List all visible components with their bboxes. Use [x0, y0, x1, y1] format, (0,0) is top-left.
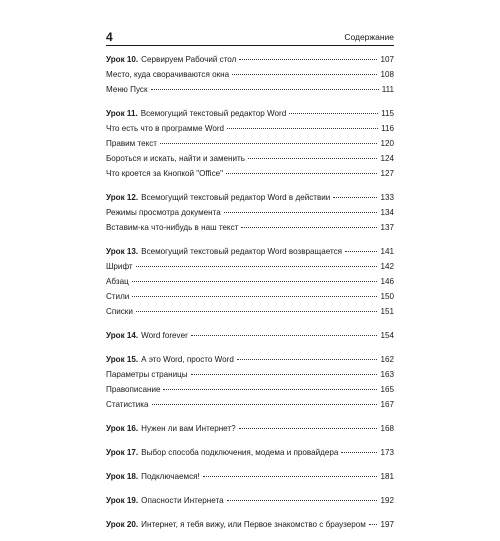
toc-lesson-entry[interactable]: [106, 352, 394, 367]
entry-title: Параметры страницы: [106, 370, 188, 379]
entry-title: Статистика: [106, 400, 149, 409]
dot-leader: [239, 428, 378, 429]
lesson-number: Урок 19.: [106, 496, 139, 505]
entry-page-number: 168: [380, 424, 394, 433]
entry-page-number: 192: [380, 496, 394, 505]
toc-subentry[interactable]: [106, 367, 394, 382]
toc-lesson-entry[interactable]: [106, 244, 394, 259]
entry-title: Всемогущий текстовый редактор Word в действии: [141, 193, 331, 202]
entry-page-number: 108: [380, 70, 394, 79]
entry-title: Стили: [106, 292, 130, 301]
dot-leader: [163, 389, 377, 390]
lesson-number: Урок 13.: [106, 247, 139, 256]
toc-lesson-entry[interactable]: [106, 328, 394, 343]
lesson-number: Урок 20.: [106, 520, 139, 529]
entry-page-number: 120: [380, 139, 394, 148]
toc-group: [106, 493, 394, 508]
dot-leader: [224, 212, 378, 213]
toc-lesson-entry[interactable]: [106, 469, 394, 484]
entry-title: Режимы просмотра документа: [106, 208, 221, 217]
table-of-contents: [106, 52, 394, 541]
toc-subentry[interactable]: [106, 274, 394, 289]
entry-title: Всемогущий текстовый редактор Word возвращается: [141, 247, 342, 256]
dot-leader: [160, 143, 378, 144]
dot-leader: [151, 89, 379, 90]
entry-page-number: 173: [380, 448, 394, 457]
dot-leader: [241, 227, 377, 228]
dot-leader: [152, 404, 378, 405]
dot-leader: [227, 128, 378, 129]
entry-title: Что кроется за Кнопкой "Office": [106, 169, 224, 178]
toc-group: [106, 421, 394, 436]
entry-page-number: 134: [380, 208, 394, 217]
entry-page-number: 181: [380, 472, 394, 481]
dot-leader: [191, 374, 378, 375]
entry-title: Сервируем Рабочий стол: [141, 55, 237, 64]
entry-page-number: 142: [380, 262, 394, 271]
lesson-number: Урок 15.: [106, 355, 139, 364]
toc-subentry[interactable]: [106, 136, 394, 151]
toc-subentry[interactable]: [106, 289, 394, 304]
toc-subentry[interactable]: [106, 67, 394, 82]
toc-subentry[interactable]: [106, 304, 394, 319]
toc-lesson-entry[interactable]: [106, 493, 394, 508]
entry-title: Выбор способа подключения, модема и провайдера: [141, 448, 339, 457]
toc-group: [106, 190, 394, 235]
entry-title: Правописание: [106, 385, 161, 394]
dot-leader: [132, 281, 378, 282]
entry-page-number: 127: [380, 169, 394, 178]
toc-group: [106, 445, 394, 460]
entry-title: Подключаемся!: [141, 472, 200, 481]
entry-title: Списки: [106, 307, 133, 316]
toc-subentry[interactable]: [106, 151, 394, 166]
dot-leader: [226, 173, 377, 174]
entry-page-number: 115: [381, 109, 394, 118]
entry-title: А это Word, просто Word: [141, 355, 234, 364]
dot-leader: [232, 74, 377, 75]
lesson-number: Урок 18.: [106, 472, 139, 481]
dot-leader: [237, 359, 378, 360]
entry-title: Меню Пуск: [106, 85, 148, 94]
dot-leader: [191, 335, 378, 336]
toc-subentry[interactable]: [106, 166, 394, 181]
toc-group: [106, 352, 394, 412]
dot-leader: [333, 197, 377, 198]
lesson-number: Урок 17.: [106, 448, 139, 457]
dot-leader: [136, 311, 378, 312]
entry-page-number: 151: [380, 307, 394, 316]
lesson-number: Урок 12.: [106, 193, 139, 202]
toc-subentry[interactable]: [106, 220, 394, 235]
entry-page-number: 146: [380, 277, 394, 286]
toc-subentry[interactable]: [106, 382, 394, 397]
entry-title: Интернет, я тебя вижу, или Первое знакомство с браузером: [141, 520, 366, 529]
entry-title: Что есть что в программе Word: [106, 124, 225, 133]
entry-page-number: 162: [380, 355, 394, 364]
toc-group: [106, 244, 394, 319]
entry-page-number: 141: [380, 247, 394, 256]
toc-subentry[interactable]: [106, 259, 394, 274]
entry-page-number: 116: [381, 124, 394, 133]
lesson-number: Урок 14.: [106, 331, 139, 340]
toc-lesson-entry[interactable]: [106, 517, 394, 532]
entry-page-number: 150: [380, 292, 394, 301]
toc-subentry[interactable]: [106, 82, 394, 97]
toc-lesson-entry[interactable]: [106, 52, 394, 67]
page-number: 4: [106, 30, 113, 44]
dot-leader: [345, 251, 377, 252]
entry-page-number: 167: [380, 400, 394, 409]
toc-lesson-entry[interactable]: [106, 190, 394, 205]
dot-leader: [203, 476, 378, 477]
dot-leader: [227, 500, 378, 501]
entry-title: Опасности Интернета: [141, 496, 224, 505]
toc-group: [106, 106, 394, 181]
entry-title: Вставим-ка что-нибудь в наш текст: [106, 223, 239, 232]
entry-title: Шрифт: [106, 262, 133, 271]
entry-title: Правим текст: [106, 139, 157, 148]
entry-title: Абзац: [106, 277, 129, 286]
lesson-number: Урок 10.: [106, 55, 139, 64]
toc-group: [106, 328, 394, 343]
entry-page-number: 133: [380, 193, 394, 202]
dot-leader: [289, 113, 378, 114]
toc-group: [106, 52, 394, 97]
dot-leader: [369, 524, 378, 525]
toc-lesson-entry[interactable]: [106, 421, 394, 436]
entry-title: Нужен ли вам Интернет?: [141, 424, 236, 433]
toc-subentry[interactable]: [106, 205, 394, 220]
dot-leader: [341, 452, 377, 453]
dot-leader: [248, 158, 378, 159]
toc-group: [106, 517, 394, 532]
entry-page-number: 163: [380, 370, 394, 379]
toc-lesson-entry[interactable]: [106, 445, 394, 460]
entry-page-number: 111: [381, 85, 394, 94]
section-title: Содержание: [344, 32, 394, 42]
entry-page-number: 137: [380, 223, 394, 232]
entry-page-number: 107: [380, 55, 394, 64]
toc-subentry[interactable]: [106, 121, 394, 136]
lesson-number: Урок 16.: [106, 424, 139, 433]
header-rule: [106, 45, 394, 46]
entry-title: Место, куда сворачиваются окна: [106, 70, 230, 79]
entry-page-number: 165: [380, 385, 394, 394]
entry-title: Word forever: [141, 331, 188, 340]
entry-title: Бороться и искать, найти и заменить: [106, 154, 245, 163]
lesson-number: Урок 11.: [106, 109, 138, 118]
dot-leader: [136, 266, 378, 267]
dot-leader: [132, 296, 377, 297]
toc-subentry[interactable]: [106, 397, 394, 412]
entry-page-number: 154: [380, 331, 394, 340]
entry-page-number: 197: [380, 520, 394, 529]
page-header: [106, 30, 394, 45]
toc-group: [106, 469, 394, 484]
toc-lesson-entry[interactable]: [106, 106, 394, 121]
entry-title: Всемогущий текстовый редактор Word: [140, 109, 287, 118]
entry-page-number: 124: [380, 154, 394, 163]
dot-leader: [239, 59, 377, 60]
